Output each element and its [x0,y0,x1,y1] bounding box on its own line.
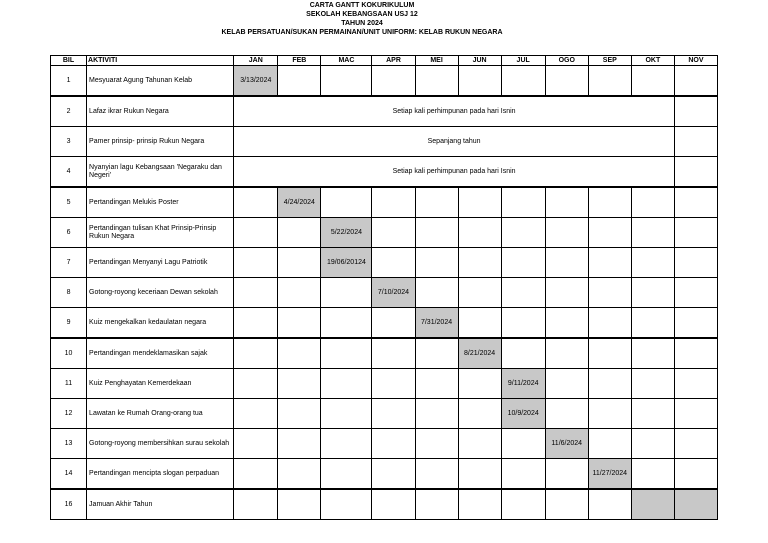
empty-cell [545,308,588,339]
empty-cell [631,248,674,278]
empty-cell [372,187,415,218]
table-row [51,157,718,188]
activity-cell: Kuiz mengekalkan kedaulatan negara [87,308,234,339]
empty-cell [631,399,674,429]
empty-cell [234,218,278,248]
empty-cell [372,489,415,520]
empty-cell [278,248,321,278]
row-number: 1 [51,66,87,97]
col-header-month: JUL [501,56,545,66]
row-number: 12 [51,399,87,429]
header-title: CARTA GANTT KOKURIKULUM [309,2,415,9]
activity-cell: Pertandingan Melukis Poster [87,187,234,218]
empty-cell [321,459,372,490]
activity-cell: Pertandingan mendeklamasikan sajak [87,338,234,369]
empty-cell [234,308,278,339]
empty-cell [372,399,415,429]
empty-cell [234,429,278,459]
empty-cell [674,218,717,248]
empty-cell [501,459,545,490]
empty-cell [234,369,278,399]
empty-cell [501,338,545,369]
schedule-date-cell: 7/31/2024 [415,308,458,339]
empty-cell [545,248,588,278]
header-school: SEKOLAH KEBANGSAAN USJ 12 [306,11,418,18]
empty-cell [278,218,321,248]
empty-cell [321,489,372,520]
empty-cell [458,218,501,248]
empty-cell [631,369,674,399]
empty-cell [278,429,321,459]
empty-cell [278,399,321,429]
table-row [51,399,718,429]
table-row [51,308,718,339]
activity-cell: Nyanyian lagu Kebangsaan 'Negaraku dan Negeri' [87,157,234,188]
row-number: 6 [51,218,87,248]
activity-cell: Mesyuarat Agung Tahunan Kelab [87,66,234,97]
empty-cell [278,369,321,399]
row-number: 11 [51,369,87,399]
empty-cell [278,308,321,339]
col-header-month: OGO [545,56,588,66]
empty-cell [674,278,717,308]
empty-cell [372,459,415,490]
empty-cell [631,187,674,218]
empty-cell [234,187,278,218]
table-row [51,66,718,97]
schedule-date-cell: 10/9/2024 [501,399,545,429]
empty-cell [234,248,278,278]
empty-cell [415,218,458,248]
empty-cell [234,278,278,308]
empty-cell [588,429,631,459]
empty-cell [458,66,501,97]
col-header-month: MAC [321,56,372,66]
empty-cell [545,187,588,218]
empty-cell [278,66,321,97]
empty-cell [415,338,458,369]
schedule-date-cell: 4/24/2024 [278,187,321,218]
col-header-month: JUN [458,56,501,66]
empty-cell [415,399,458,429]
empty-cell [321,429,372,459]
empty-cell [458,248,501,278]
empty-cell [321,278,372,308]
row-number: 14 [51,459,87,490]
empty-cell [458,489,501,520]
empty-cell [372,429,415,459]
table-row [51,489,718,520]
empty-cell [501,429,545,459]
header-year: TAHUN 2024 [341,20,383,27]
col-header-month: SEP [588,56,631,66]
schedule-date-cell: 8/21/2024 [458,338,501,369]
empty-cell [501,218,545,248]
empty-cell [372,369,415,399]
table-row [51,459,718,490]
empty-cell [278,489,321,520]
empty-cell [458,399,501,429]
empty-cell [588,338,631,369]
empty-cell [501,489,545,520]
empty-cell [545,278,588,308]
header-row [51,56,718,66]
empty-cell [631,429,674,459]
empty-cell [415,459,458,490]
schedule-date-cell: 7/10/2024 [372,278,415,308]
empty-cell [545,218,588,248]
empty-cell [458,369,501,399]
empty-cell [588,369,631,399]
empty-cell [545,399,588,429]
row-number: 4 [51,157,87,188]
empty-cell [674,96,717,127]
empty-cell [415,369,458,399]
schedule-date-cell: 11/27/2024 [588,459,631,490]
table-row [51,218,718,248]
empty-cell [321,308,372,339]
empty-cell [278,278,321,308]
empty-cell [372,248,415,278]
empty-cell [321,338,372,369]
col-header-month: APR [372,56,415,66]
empty-cell [631,278,674,308]
empty-cell [545,489,588,520]
row-number: 3 [51,127,87,157]
col-header-month: JAN [234,56,278,66]
empty-cell [674,127,717,157]
empty-cell [588,66,631,97]
empty-cell [278,338,321,369]
schedule-note-cell: Sepanjang tahun [234,127,675,157]
activity-cell: Lawatan ke Rumah Orang-orang tua [87,399,234,429]
empty-cell [674,429,717,459]
schedule-date-cell: 11/6/2024 [545,429,588,459]
activity-cell: Jamuan Akhir Tahun [87,489,234,520]
empty-cell [674,157,717,188]
table-row [51,369,718,399]
empty-cell [631,218,674,248]
empty-cell [545,338,588,369]
empty-cell [588,248,631,278]
empty-cell [458,429,501,459]
empty-cell [588,278,631,308]
row-number: 7 [51,248,87,278]
shaded-cell [631,489,674,520]
row-number: 2 [51,96,87,127]
row-number: 8 [51,278,87,308]
empty-cell [458,187,501,218]
empty-cell [234,459,278,490]
empty-cell [234,338,278,369]
empty-cell [321,66,372,97]
table-row [51,96,718,127]
empty-cell [234,399,278,429]
empty-cell [321,187,372,218]
row-number: 16 [51,489,87,520]
empty-cell [415,489,458,520]
activity-cell: Pertandingan mencipta slogan perpaduan [87,459,234,490]
empty-cell [545,369,588,399]
empty-cell [674,338,717,369]
empty-cell [372,338,415,369]
empty-cell [674,369,717,399]
empty-cell [372,308,415,339]
empty-cell [631,308,674,339]
empty-cell [234,489,278,520]
row-number: 10 [51,338,87,369]
gantt-table [50,55,718,520]
empty-cell [501,278,545,308]
activity-cell: Pertandingan tulisan Khat Prinsip-Prinsip Rukun Negara [87,218,234,248]
empty-cell [278,459,321,490]
empty-cell [458,278,501,308]
table-row [51,248,718,278]
empty-cell [588,308,631,339]
shaded-cell [674,489,717,520]
activity-cell: Kuiz Penghayatan Kemerdekaan [87,369,234,399]
schedule-note-cell: Setiap kali perhimpunan pada hari Isnin [234,96,675,127]
col-header-activity: AKTIVITI [87,56,234,66]
empty-cell [674,66,717,97]
empty-cell [415,278,458,308]
table-row [51,187,718,218]
schedule-date-cell: 5/22/2024 [321,218,372,248]
empty-cell [372,218,415,248]
table-row [51,338,718,369]
row-number: 13 [51,429,87,459]
col-header-month: OKT [631,56,674,66]
empty-cell [631,66,674,97]
empty-cell [321,399,372,429]
empty-cell [588,399,631,429]
table-row [51,429,718,459]
activity-cell: Pamer prinsip- prinsip Rukun Negara [87,127,234,157]
empty-cell [545,459,588,490]
activity-cell: Gotong-royong keceriaan Dewan sekolah [87,278,234,308]
header-club: KELAB PERSATUAN/SUKAN PERMAINAN/UNIT UNIFORM: KELAB RUKUN NEGARA [221,29,503,36]
col-header-month: NOV [674,56,717,66]
empty-cell [458,308,501,339]
schedule-date-cell: 9/11/2024 [501,369,545,399]
col-header-month: MEI [415,56,458,66]
empty-cell [631,459,674,490]
empty-cell [415,187,458,218]
schedule-date-cell: 19/06/20124 [321,248,372,278]
empty-cell [588,489,631,520]
table-row [51,127,718,157]
empty-cell [415,66,458,97]
document-header [0,0,724,37]
activity-cell: Pertandingan Menyanyi Lagu Patriotik [87,248,234,278]
schedule-note-cell: Setiap kali perhimpunan pada hari Isnin [234,157,675,188]
empty-cell [501,66,545,97]
empty-cell [501,308,545,339]
empty-cell [501,248,545,278]
empty-cell [415,248,458,278]
empty-cell [674,187,717,218]
activity-cell: Lafaz ikrar Rukun Negara [87,96,234,127]
empty-cell [545,66,588,97]
empty-cell [501,187,545,218]
empty-cell [415,429,458,459]
empty-cell [458,459,501,490]
empty-cell [631,338,674,369]
table-row [51,278,718,308]
empty-cell [674,399,717,429]
empty-cell [372,66,415,97]
schedule-date-cell: 3/13/2024 [234,66,278,97]
col-header-bil: BIL [51,56,87,66]
col-header-month: FEB [278,56,321,66]
empty-cell [321,369,372,399]
empty-cell [588,218,631,248]
row-number: 5 [51,187,87,218]
activity-cell: Gotong-royong membersihkan surau sekolah [87,429,234,459]
empty-cell [674,308,717,339]
row-number: 9 [51,308,87,339]
empty-cell [674,248,717,278]
empty-cell [674,459,717,490]
empty-cell [588,187,631,218]
